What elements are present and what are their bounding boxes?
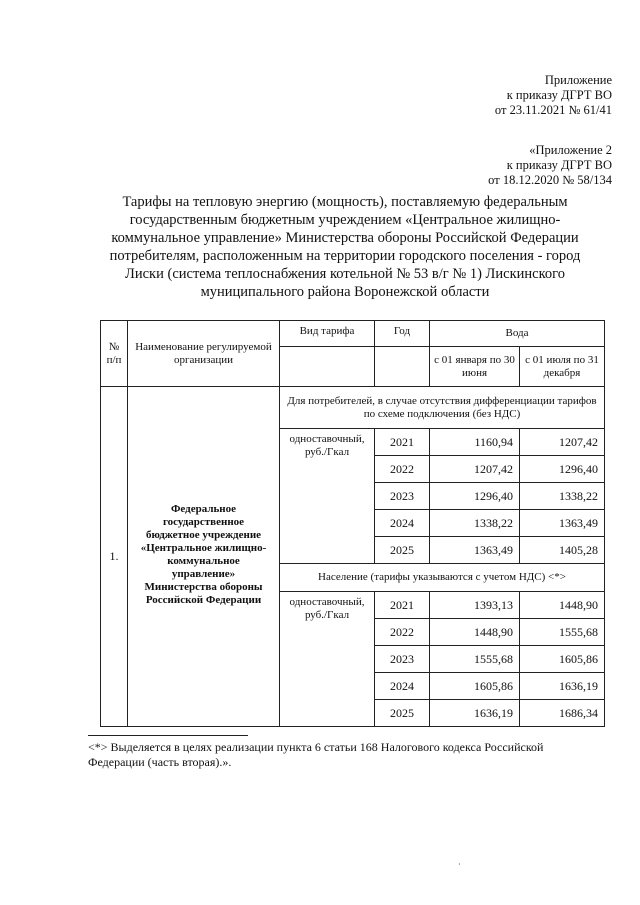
header-tariff-type-empty (280, 347, 375, 387)
value-cell: 1448,90 (520, 592, 605, 619)
value-cell: 1207,42 (430, 456, 520, 483)
value-cell: 1636,19 (430, 700, 520, 727)
year-cell: 2024 (375, 673, 430, 700)
year-cell: 2023 (375, 483, 430, 510)
header-period-2: с 01 июля по 31 декабря (520, 347, 605, 387)
value-cell: 1636,19 (520, 673, 605, 700)
value-cell: 1448,90 (430, 619, 520, 646)
org-line: Федеральное (170, 503, 237, 515)
appendix-header (495, 73, 612, 118)
header-organization: Наименование регулируемой организации (128, 321, 280, 387)
value-cell: 1405,28 (520, 537, 605, 564)
value-cell: 1338,22 (430, 510, 520, 537)
header-year-empty (375, 347, 430, 387)
year-cell: 2021 (375, 429, 430, 456)
title-line: коммунальное управление» Министерства обороны Российской Федерации (111, 230, 579, 246)
header-period-1: с 01 января по 30 июня (430, 347, 520, 387)
title-line: Лиски (система теплоснабжения котельной № 53 в/г № 1) Лискинского (125, 266, 565, 282)
organization-name (128, 387, 280, 727)
year-cell: 2023 (375, 646, 430, 673)
value-cell: 1555,68 (430, 646, 520, 673)
value-cell: 1363,49 (430, 537, 520, 564)
year-cell: 2025 (375, 700, 430, 727)
value-cell: 1605,86 (520, 646, 605, 673)
section-2-tariff-type: одноставочный, руб./Гкал (280, 592, 375, 727)
appendix-line: к приказу ДГРТ ВО (506, 158, 612, 172)
value-cell: 1363,49 (520, 510, 605, 537)
title-line: муниципального района Воронежской области (200, 284, 490, 300)
year-cell: 2024 (375, 510, 430, 537)
year-cell: 2022 (375, 456, 430, 483)
document-title (80, 193, 610, 301)
header-water: Вода (430, 321, 605, 347)
title-line: Тарифы на тепловую энергию (мощность), поставляемую федеральным (122, 194, 568, 210)
section-1-title: Для потребителей, в случае отсутствия дифференциации тарифов по схеме подключения (без НДС) (280, 387, 605, 429)
section-2-title: Население (тарифы указываются с учетом НДС) <*> (280, 564, 605, 592)
appendix-line: «Приложение 2 (529, 143, 612, 157)
appendix-line: от 18.12.2020 № 58/134 (488, 173, 612, 187)
header-tariff-type: Вид тарифа (280, 321, 375, 347)
appendix-line: Приложение (544, 73, 612, 87)
title-line: потребителям, расположенным на территории городского поселения - город (109, 248, 581, 264)
appendix-line: от 23.11.2021 № 61/41 (494, 103, 612, 117)
value-cell: 1296,40 (430, 483, 520, 510)
row-number: 1. (101, 387, 128, 727)
org-line: бюджетное учреждение (145, 529, 262, 541)
org-line: Министерства обороны (144, 581, 263, 593)
appendix-2-header (488, 143, 612, 188)
value-cell: 1686,34 (520, 700, 605, 727)
org-line: управление» (171, 568, 236, 580)
scan-dot: · (458, 860, 461, 869)
value-cell: 1338,22 (520, 483, 605, 510)
value-cell: 1555,68 (520, 619, 605, 646)
org-line: Российской Федерации (145, 594, 262, 606)
year-cell: 2021 (375, 592, 430, 619)
value-cell: 1296,40 (520, 456, 605, 483)
value-cell: 1393,13 (430, 592, 520, 619)
section-1-tariff-type: одноставочный, руб./Гкал (280, 429, 375, 564)
footnote-line: Федерации (часть вторая).». (88, 755, 232, 769)
value-cell: 1605,86 (430, 673, 520, 700)
org-line: коммунальное (167, 555, 240, 567)
footnote-divider (88, 735, 248, 736)
org-line: государственное (162, 516, 245, 528)
org-line: «Центральное жилищно- (140, 542, 267, 554)
value-cell: 1207,42 (520, 429, 605, 456)
appendix-line: к приказу ДГРТ ВО (506, 88, 612, 102)
header-year: Год (375, 321, 430, 347)
title-line: государственным бюджетным учреждением «Центральное жилищно- (129, 212, 561, 228)
year-cell: 2025 (375, 537, 430, 564)
tariff-table (100, 320, 605, 727)
footnote (88, 740, 608, 770)
value-cell: 1160,94 (430, 429, 520, 456)
footnote-line: <*> Выделяется в целях реализации пункта 6 статьи 168 Налогового кодекса Российской (88, 740, 544, 754)
header-number: № п/п (101, 321, 128, 387)
year-cell: 2022 (375, 619, 430, 646)
